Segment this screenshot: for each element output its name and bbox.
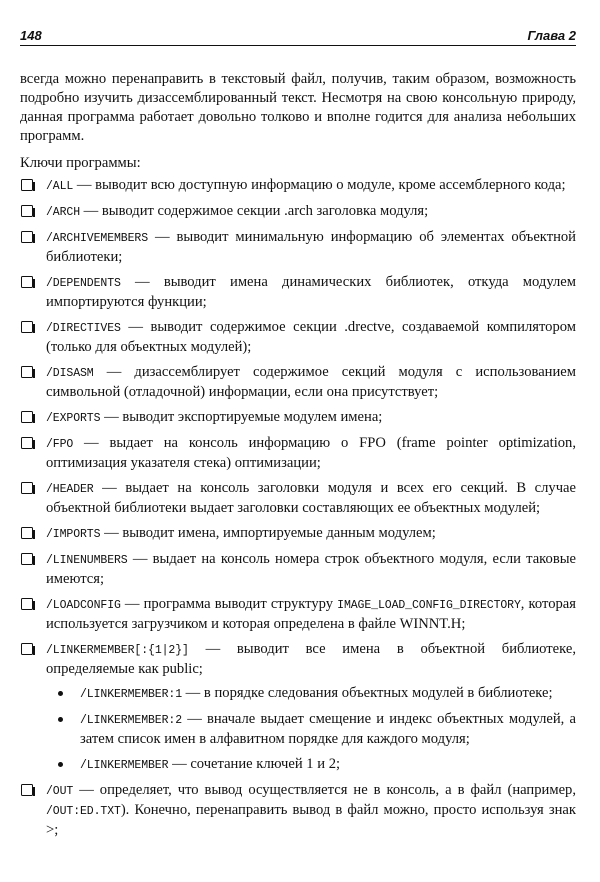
sub-option-key: /LINKERMEMBER:1 xyxy=(80,688,183,701)
option-desc: — выводит минимальную информацию об элементах объектной библиотеки; xyxy=(46,229,576,265)
option-desc: — выдает на консоль номера строк объектного модуля, если таковые имеются; xyxy=(46,551,576,587)
option-out xyxy=(20,781,576,840)
checkbox-bullet-icon xyxy=(21,643,33,655)
checkbox-bullet-icon xyxy=(21,553,33,565)
checkbox-bullet-icon xyxy=(21,437,33,449)
option-arch xyxy=(20,202,576,222)
option-key: /DIRECTIVES xyxy=(46,322,121,335)
option-key: /ALL xyxy=(46,180,74,193)
checkbox-bullet-icon xyxy=(21,527,33,539)
option-archivemembers xyxy=(20,228,576,267)
option-key: /ARCHIVEMEMBERS xyxy=(46,232,149,245)
page-number: 148 xyxy=(20,28,42,43)
bullet-dot-icon xyxy=(58,717,63,722)
struct-name: IMAGE_LOAD_CONFIG_DIRECTORY xyxy=(337,599,521,612)
option-desc: — выдает на консоль заголовки модуля и всех его секций. В случае объектной библиотеки выдает заголовки составляющих ее объектных модулей; xyxy=(46,480,576,516)
sub-option-desc: — вначале выдает смещение и индекс объектных модулей, а затем список имен в алфавитном порядке для каждого модуля; xyxy=(80,711,576,747)
body-text xyxy=(20,70,576,840)
option-disasm xyxy=(20,363,576,402)
option-key: /LINENUMBERS xyxy=(46,554,128,567)
chapter-title: Глава 2 xyxy=(527,28,576,43)
sub-option-key: /LINKERMEMBER xyxy=(80,759,169,772)
option-key: /IMPORTS xyxy=(46,528,101,541)
option-directives xyxy=(20,318,576,357)
option-key: /HEADER xyxy=(46,483,94,496)
option-desc: — выводит содержимое секции .drectve, создаваемой компилятором (только для объектных модулей); xyxy=(46,319,576,355)
option-desc: — выводит содержимое секции .arch заголовка модуля; xyxy=(80,203,429,219)
sub-option-key: /LINKERMEMBER:2 xyxy=(80,714,183,727)
option-linkermember xyxy=(20,640,576,775)
checkbox-bullet-icon xyxy=(21,784,33,796)
option-desc: — выводит все имена в объектной библиотеке, определяемые как public; xyxy=(46,641,576,677)
option-loadconfig xyxy=(20,595,576,634)
option-exports xyxy=(20,408,576,428)
option-desc: — выводит всю доступную информацию о модуле, кроме ассемблерного кода; xyxy=(73,177,566,193)
option-key: /LOADCONFIG xyxy=(46,599,121,612)
checkbox-bullet-icon xyxy=(21,179,33,191)
option-desc: — выводит имена, импортируемые данным модулем; xyxy=(100,525,436,541)
option-desc-a: — определяет, что вывод осуществляется не в консоль, а в файл (например, xyxy=(73,782,576,798)
checkbox-bullet-icon xyxy=(21,411,33,423)
bullet-dot-icon xyxy=(58,691,63,696)
option-key: /ARCH xyxy=(46,206,81,219)
linkermember-sublist xyxy=(46,684,576,775)
option-desc: — дизассемблирует содержимое секций модуля с использованием символьной (отладочной) информации, если она присутствует; xyxy=(46,364,576,400)
checkbox-bullet-icon xyxy=(21,231,33,243)
sub-option xyxy=(46,710,576,749)
option-desc-b: ). Конечно, перенаправить вывод в файл можно, просто используя знак >; xyxy=(46,802,576,838)
keys-heading: Ключи программы: xyxy=(20,155,141,171)
option-desc: — выводит имена динамических библиотек, откуда модулем импортируются функции; xyxy=(46,274,576,310)
running-head xyxy=(20,28,576,46)
option-desc: — выдает на консоль информацию о FPO (frame pointer optimization, оптимизация указателя стека) оптимизации; xyxy=(46,435,576,471)
bullet-dot-icon xyxy=(58,762,63,767)
example-filename: /OUT:ED.TXT xyxy=(46,805,121,818)
option-linenumbers xyxy=(20,550,576,589)
sub-option xyxy=(46,684,576,704)
checkbox-bullet-icon xyxy=(21,205,33,217)
option-dependents xyxy=(20,273,576,312)
option-desc: — выводит экспортируемые модулем имена; xyxy=(100,409,383,425)
checkbox-bullet-icon xyxy=(21,366,33,378)
sub-option-desc: — сочетание ключей 1 и 2; xyxy=(168,756,341,772)
sub-option xyxy=(46,755,576,775)
sub-option-desc: — в порядке следования объектных модулей в библиотеке; xyxy=(182,685,553,701)
option-header xyxy=(20,479,576,518)
option-key: /LINKERMEMBER[:{1|2}] xyxy=(46,644,189,657)
option-desc-a: — программа выводит структуру xyxy=(120,596,338,612)
option-key: /DEPENDENTS xyxy=(46,277,121,290)
option-imports xyxy=(20,524,576,544)
option-key: /DISASM xyxy=(46,367,94,380)
option-fpo xyxy=(20,434,576,473)
book-page xyxy=(20,28,576,846)
checkbox-bullet-icon xyxy=(21,482,33,494)
option-key: /FPO xyxy=(46,438,74,451)
checkbox-bullet-icon xyxy=(21,598,33,610)
option-key: /OUT xyxy=(46,785,74,798)
options-list xyxy=(20,176,576,840)
option-key: /EXPORTS xyxy=(46,412,101,425)
option-desc-b: , которая используется загрузчиком и которая определена в файле WINNT.H; xyxy=(46,596,576,632)
checkbox-bullet-icon xyxy=(21,321,33,333)
checkbox-bullet-icon xyxy=(21,276,33,288)
intro-paragraph: всегда можно перенаправить в текстовый файл, получив, таким образом, возможность подробно изучить дизассемблированный текст. Несмотря на свою консольную природу, данная программа работает довольно толково и вполне годится для анализа небольших программ. xyxy=(20,71,576,144)
option-all xyxy=(20,176,576,196)
